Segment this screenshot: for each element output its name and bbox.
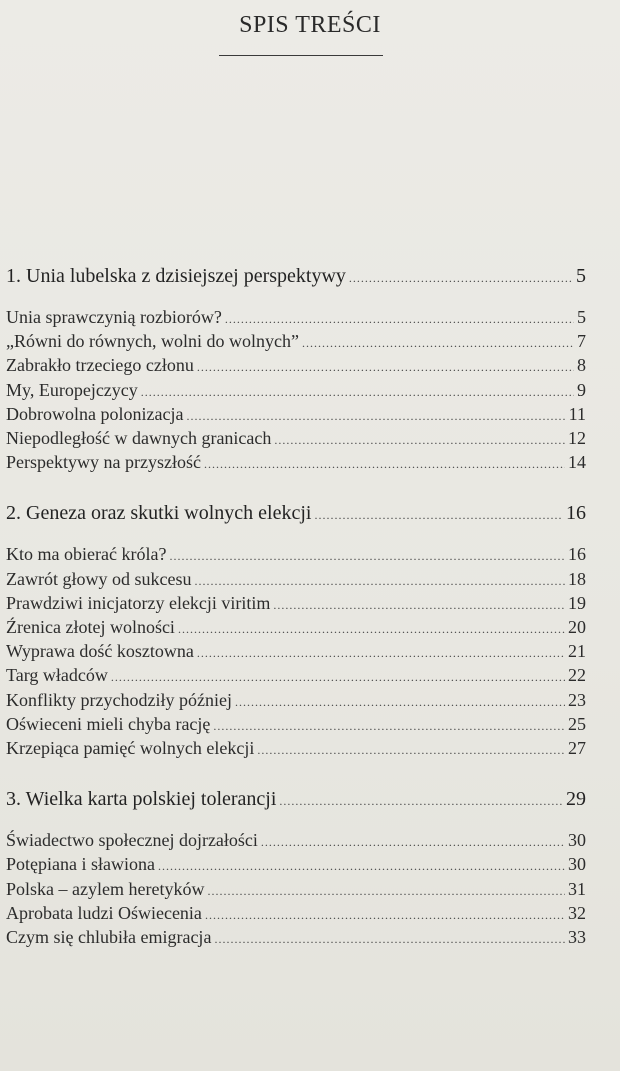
dot-leader xyxy=(197,642,565,664)
toc-entry xyxy=(6,568,586,592)
toc-chapter xyxy=(6,499,586,529)
entry-title: Targ władców xyxy=(6,665,108,686)
toc-entry xyxy=(6,616,586,640)
page-number: 22 xyxy=(568,665,586,686)
toc-entry xyxy=(6,689,586,713)
toc-entry xyxy=(6,878,586,902)
dot-leader xyxy=(194,570,565,592)
dot-leader xyxy=(273,594,565,616)
page-number: 5 xyxy=(576,265,586,287)
entry-title: Zabrakło trzeciego członu xyxy=(6,355,194,376)
page-number: 18 xyxy=(568,568,586,589)
dot-leader xyxy=(235,691,565,713)
toc-entry xyxy=(6,640,586,664)
entry-title: Perspektywy na przyszłość xyxy=(6,452,201,473)
toc-entry xyxy=(6,853,586,877)
toc-entry xyxy=(6,902,586,926)
page-title: SPIS TREŚCI xyxy=(239,12,381,38)
page-number: 23 xyxy=(568,689,586,710)
dot-leader xyxy=(257,739,565,761)
entry-title: „Równi do równych, wolni do wolnych” xyxy=(6,331,299,352)
dot-leader xyxy=(214,928,565,950)
dot-leader xyxy=(213,715,565,737)
dot-leader xyxy=(349,264,573,292)
page-number: 32 xyxy=(568,902,586,923)
page-number: 8 xyxy=(577,355,586,376)
entry-title: Wyprawa dość kosztowna xyxy=(6,641,194,662)
page-number: 12 xyxy=(568,428,586,449)
toc-section-2 xyxy=(6,499,586,761)
page-number: 30 xyxy=(568,854,586,875)
dot-leader xyxy=(274,429,565,451)
toc-chapter xyxy=(6,262,586,292)
page-number: 16 xyxy=(568,544,586,565)
entry-title: Potępiana i sławiona xyxy=(6,854,155,875)
entry-title: Krzepiąca pamięć wolnych elekcji xyxy=(6,738,255,759)
dot-leader xyxy=(302,332,574,354)
chapter-title: 1. Unia lubelska z dzisiejszej perspektywy xyxy=(6,265,346,287)
dot-leader xyxy=(197,356,574,378)
dot-leader xyxy=(186,405,565,427)
dot-leader xyxy=(158,855,565,877)
toc-section-1 xyxy=(6,262,586,475)
dot-leader xyxy=(205,904,565,926)
chapter-title: 2. Geneza oraz skutki wolnych elekcji xyxy=(6,502,312,525)
page-number: 16 xyxy=(566,502,586,525)
dot-leader xyxy=(204,453,565,475)
toc-entry xyxy=(6,543,586,567)
entry-title: Prawdziwi inicjatorzy elekcji viritim xyxy=(6,592,271,613)
toc-entry xyxy=(6,403,586,427)
toc-entry xyxy=(6,306,586,330)
entry-title: Polska – azylem heretyków xyxy=(6,878,205,899)
page-number: 30 xyxy=(568,830,586,851)
entry-title: Czym się chlubiła emigracja xyxy=(6,927,212,948)
entry-title: Aprobata ludzi Oświecenia xyxy=(6,902,202,923)
toc-entry xyxy=(6,427,586,451)
page-number: 33 xyxy=(568,927,586,948)
toc-entry xyxy=(6,354,586,378)
entry-title: Świadectwo społecznej dojrzałości xyxy=(6,830,258,851)
toc-entry xyxy=(6,926,586,950)
chapter-title: 3. Wielka karta polskiej tolerancji xyxy=(6,788,277,811)
entry-title: Kto ma obierać króla? xyxy=(6,544,167,565)
entry-title: Oświeceni mieli chyba rację xyxy=(6,713,211,734)
toc-entry xyxy=(6,592,586,616)
toc-section-3 xyxy=(6,785,586,950)
entry-title: Niepodległość w dawnych granicach xyxy=(6,428,272,449)
page-number: 9 xyxy=(577,379,586,400)
dot-leader xyxy=(279,787,563,815)
table-of-contents xyxy=(6,262,586,974)
dot-leader xyxy=(314,501,563,529)
page-number: 31 xyxy=(568,878,586,899)
page-number: 19 xyxy=(568,592,586,613)
page-number: 29 xyxy=(566,788,586,811)
page-number: 7 xyxy=(577,331,586,352)
entry-title: My, Europejczycy xyxy=(6,379,138,400)
dot-leader xyxy=(141,381,574,403)
page-number: 27 xyxy=(568,738,586,759)
entry-title: Konflikty przychodziły później xyxy=(6,689,232,710)
page-number: 11 xyxy=(568,403,586,424)
toc-entry xyxy=(6,737,586,761)
toc-entry xyxy=(6,451,586,475)
dot-leader xyxy=(261,831,565,853)
page-number: 25 xyxy=(568,713,586,734)
dot-leader xyxy=(225,308,574,330)
page-number: 5 xyxy=(577,307,586,327)
toc-entry xyxy=(6,379,586,403)
toc-entry xyxy=(6,829,586,853)
toc-chapter xyxy=(6,785,586,815)
dot-leader xyxy=(111,666,565,688)
entry-title: Dobrowolna polonizacja xyxy=(6,403,184,424)
dot-leader xyxy=(178,618,565,640)
entry-title: Źrenica złotej wolności xyxy=(6,617,175,638)
toc-entry xyxy=(6,330,586,354)
dot-leader xyxy=(169,545,565,567)
entry-title: Zawrót głowy od sukcesu xyxy=(6,568,192,589)
page-number: 20 xyxy=(568,617,586,638)
page-number: 21 xyxy=(568,641,586,662)
page-number: 14 xyxy=(568,452,586,473)
title-underline xyxy=(219,55,383,56)
toc-entry xyxy=(6,713,586,737)
toc-entry xyxy=(6,664,586,688)
entry-title: Unia sprawczynią rozbiorów? xyxy=(6,307,222,327)
dot-leader xyxy=(207,880,565,902)
